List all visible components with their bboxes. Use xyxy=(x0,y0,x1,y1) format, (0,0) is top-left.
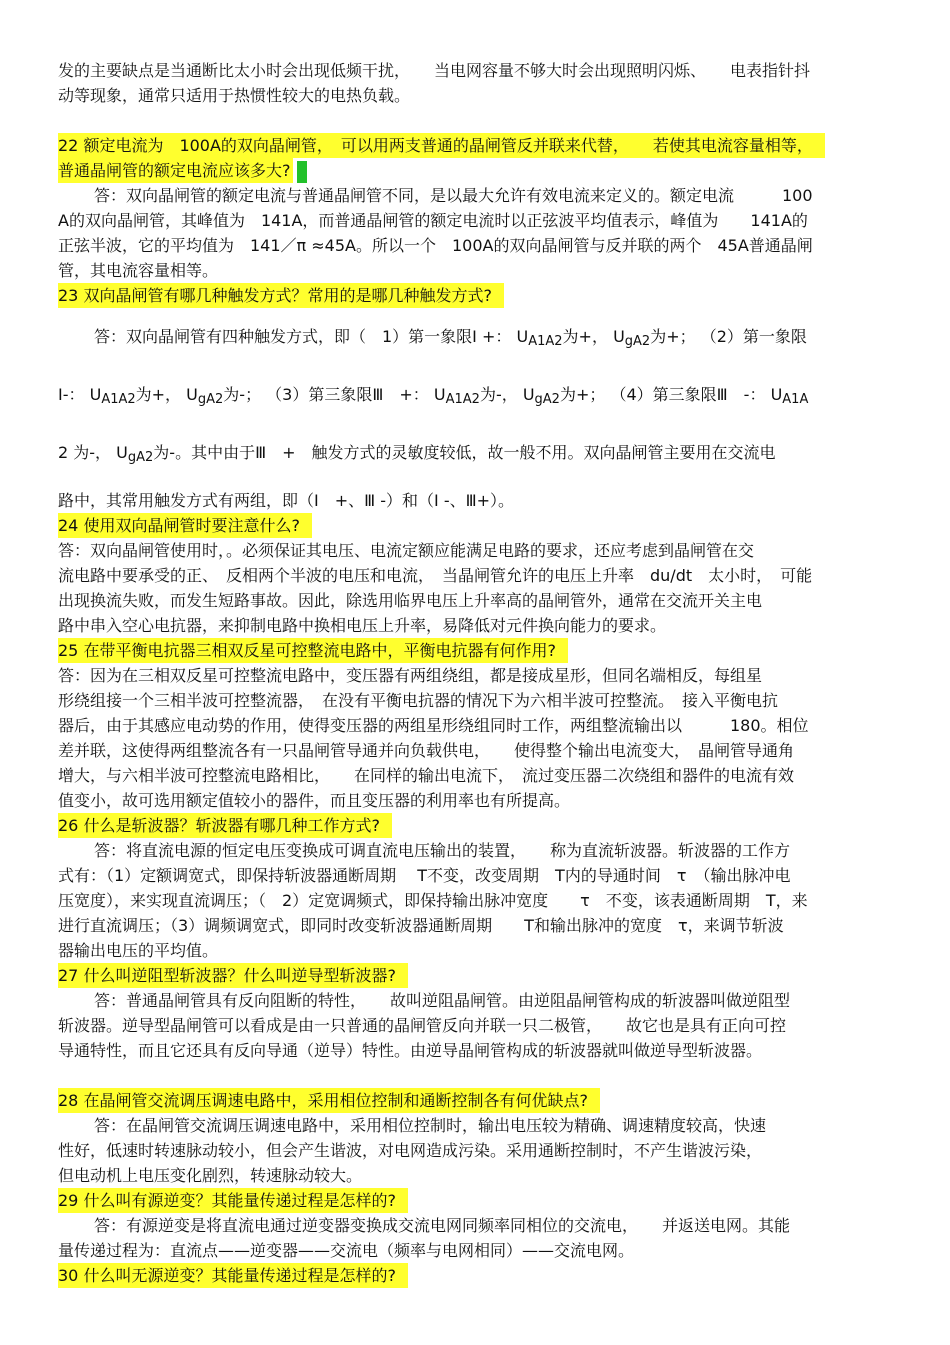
question-22: 22 额定电流为 100A的双向晶闸管， 可以用两支普通的晶闸管反并联来代替， 若使其电流容量相等， xyxy=(58,133,825,158)
question-22-cont: 普通晶闸管的额定电流应该多大? xyxy=(58,158,293,183)
formula-line-3: 2 为-， $U_{gA2}$为-。其中由于Ⅲ + 触发方式的灵敏度较低，故一般不用。双向晶闸管主要用在交流电 xyxy=(58,443,776,465)
answer-line: 增大，与六相半波可控整流电路相比， 在同样的输出电流下， 流过变压器二次绕组和器件的电流有效 xyxy=(58,766,795,785)
formula-line-2: Ⅰ-： $U_{A1A2}$为+， $U_{gA2}$为-； （3）第三象限Ⅲ +： $U_{A1A2}$为-， $U_{gA2}$为+； （4）第三象限Ⅲ -： $U_{A1A}$ xyxy=(58,385,809,407)
question-23: 23 双向晶闸管有哪几种触发方式？常用的是哪几种触发方式? xyxy=(58,283,504,308)
answer-line: 差并联，这使得两组整流各有一只晶闸管导通并向负载供电， 使得整个输出电流变大， 晶闸管导通角 xyxy=(58,741,795,760)
answer-line: 答：有源逆变是将直流电通过逆变器变换成交流电网同频率同相位的交流电， 并返送电网。其能 xyxy=(94,1216,791,1235)
answer-line: 正弦半波，它的平均值为 141／π ≈45A。所以一个 100A的双向晶闸管与反并联的两个 45A普通晶闸 xyxy=(58,236,813,255)
answer-line: 答：在晶闸管交流调压调速电路中，采用相位控制时，输出电压较为精确、调速精度较高，快速 xyxy=(94,1116,767,1135)
answer-line: 答：双向晶闸管使用时，。必须保证其电压、电流定额应能满足电路的要求，还应考虑到晶闸管在交 xyxy=(58,541,755,560)
cursor-marker xyxy=(297,161,307,183)
answer-line: 压宽度），来实现直流调压；（ 2）定宽调频式，即保持输出脉冲宽度 τ 不变，该表通断周期 T，来 xyxy=(58,891,808,910)
question-28: 28 在晶闸管交流调压调速电路中，采用相位控制和通断控制各有何优缺点? xyxy=(58,1088,600,1113)
answer-line: 形绕组接一个三相半波可控整流器， 在没有平衡电抗器的情况下为六相半波可控整流。 接入平衡电抗 xyxy=(58,691,779,710)
question-30: 30 什么叫无源逆变？其能量传递过程是怎样的? xyxy=(58,1263,408,1288)
text-line: 动等现象，通常只适用于热惯性较大的电热负载。 xyxy=(58,86,411,105)
answer-line: 进行直流调压；（3）调频调宽式，即同时改变斩波器通断周期 T和输出脉冲的宽度 τ，来调节斩波 xyxy=(58,916,784,935)
answer-line: 式有：（1）定额调宽式，即保持斩波器通断周期 T不变，改变周期 T内的导通时间 τ （输出脉冲电 xyxy=(58,866,791,885)
document-page xyxy=(58,58,898,1288)
answer-line: 管，其电流容量相等。 xyxy=(58,261,219,280)
answer-line: 出现换流失败，而发生短路事故。因此，除选用临界电压上升率高的晶闸管外，通常在交流开关主电 xyxy=(58,591,763,610)
question-27: 27 什么叫逆阻型斩波器？什么叫逆导型斩波器? xyxy=(58,963,408,988)
answer-line: 答：普通晶闸管具有反向阻断的特性， 故叫逆阻晶闸管。由逆阻晶闸管构成的斩波器叫做逆阻型 xyxy=(94,991,791,1010)
answer-line: 值变小，故可选用额定值较小的器件，而且变压器的利用率也有所提高。 xyxy=(58,791,571,810)
answer-line: 斩波器。逆导型晶闸管可以看成是由一只普通的晶闸管反向并联一只二极管， 故它也是具有正向可控 xyxy=(58,1016,787,1035)
text-line: 发的主要缺点是当通断比太小时会出现低频干扰， 当电网容量不够大时会出现照明闪烁、 电表指针抖 xyxy=(58,61,811,80)
question-26: 26 什么是斩波器？斩波器有哪几种工作方式? xyxy=(58,813,392,838)
question-24: 24 使用双向晶闸管时要注意什么? xyxy=(58,513,312,538)
formula-line-1: 答：双向晶闸管有四种触发方式，即（ 1）第一象限Ⅰ +： $U_{A1A2}$为+， $U_{gA2}$为+； （2）第一象限 xyxy=(94,327,807,349)
question-29: 29 什么叫有源逆变？其能量传递过程是怎样的? xyxy=(58,1188,408,1213)
question-25: 25 在带平衡电抗器三相双反星可控整流电路中，平衡电抗器有何作用? xyxy=(58,638,568,663)
answer-line: 答：因为在三相双反星可控整流电路中，变压器有两组绕组，都是接成星形，但同名端相反，每组星 xyxy=(58,666,763,685)
answer-line: 性好，低速时转速脉动较小，但会产生谐波，对电网造成污染。采用通断控制时，不产生谐波污染， xyxy=(58,1141,763,1160)
answer-line: 导通特性，而且它还具有反向导通（逆导）特性。由逆导晶闸管构成的斩波器就叫做逆导型斩波器。 xyxy=(58,1041,763,1060)
answer-line: 器输出电压的平均值。 xyxy=(58,941,219,960)
answer-line: 量传递过程为：直流点——逆变器——交流电（频率与电网相同）——交流电网。 xyxy=(58,1241,635,1260)
answer-line: 但电动机上电压变化剧烈，转速脉动较大。 xyxy=(58,1166,363,1185)
answer-line: 流电路中要承受的正、 反相两个半波的电压和电流， 当晶闸管允许的电压上升率 du/dt 太小时， 可能 xyxy=(58,566,813,585)
answer-line: 答：将直流电源的恒定电压变换成可调直流电压输出的装置， 称为直流斩波器。斩波器的工作方 xyxy=(94,841,791,860)
answer-line: 路中串入空心电抗器，来抑制电路中换相电压上升率，易降低对元件换向能力的要求。 xyxy=(58,616,667,635)
answer-line: 路中，其常用触发方式有两组，即（Ⅰ +、Ⅲ -）和（Ⅰ -、Ⅲ+）。 xyxy=(58,491,515,510)
answer-line: A的双向晶闸管，其峰值为 141A，而普通晶闸管的额定电流时以正弦波平均值表示，峰值为 141A的 xyxy=(58,211,808,230)
answer-line: 答：双向晶闸管的额定电流与普通晶闸管不同，是以最大允许有效电流来定义的。额定电流 100 xyxy=(94,186,813,205)
answer-line: 器后，由于其感应电动势的作用，使得变压器的两组星形绕组同时工作，两组整流输出以 180。相位 xyxy=(58,716,809,735)
